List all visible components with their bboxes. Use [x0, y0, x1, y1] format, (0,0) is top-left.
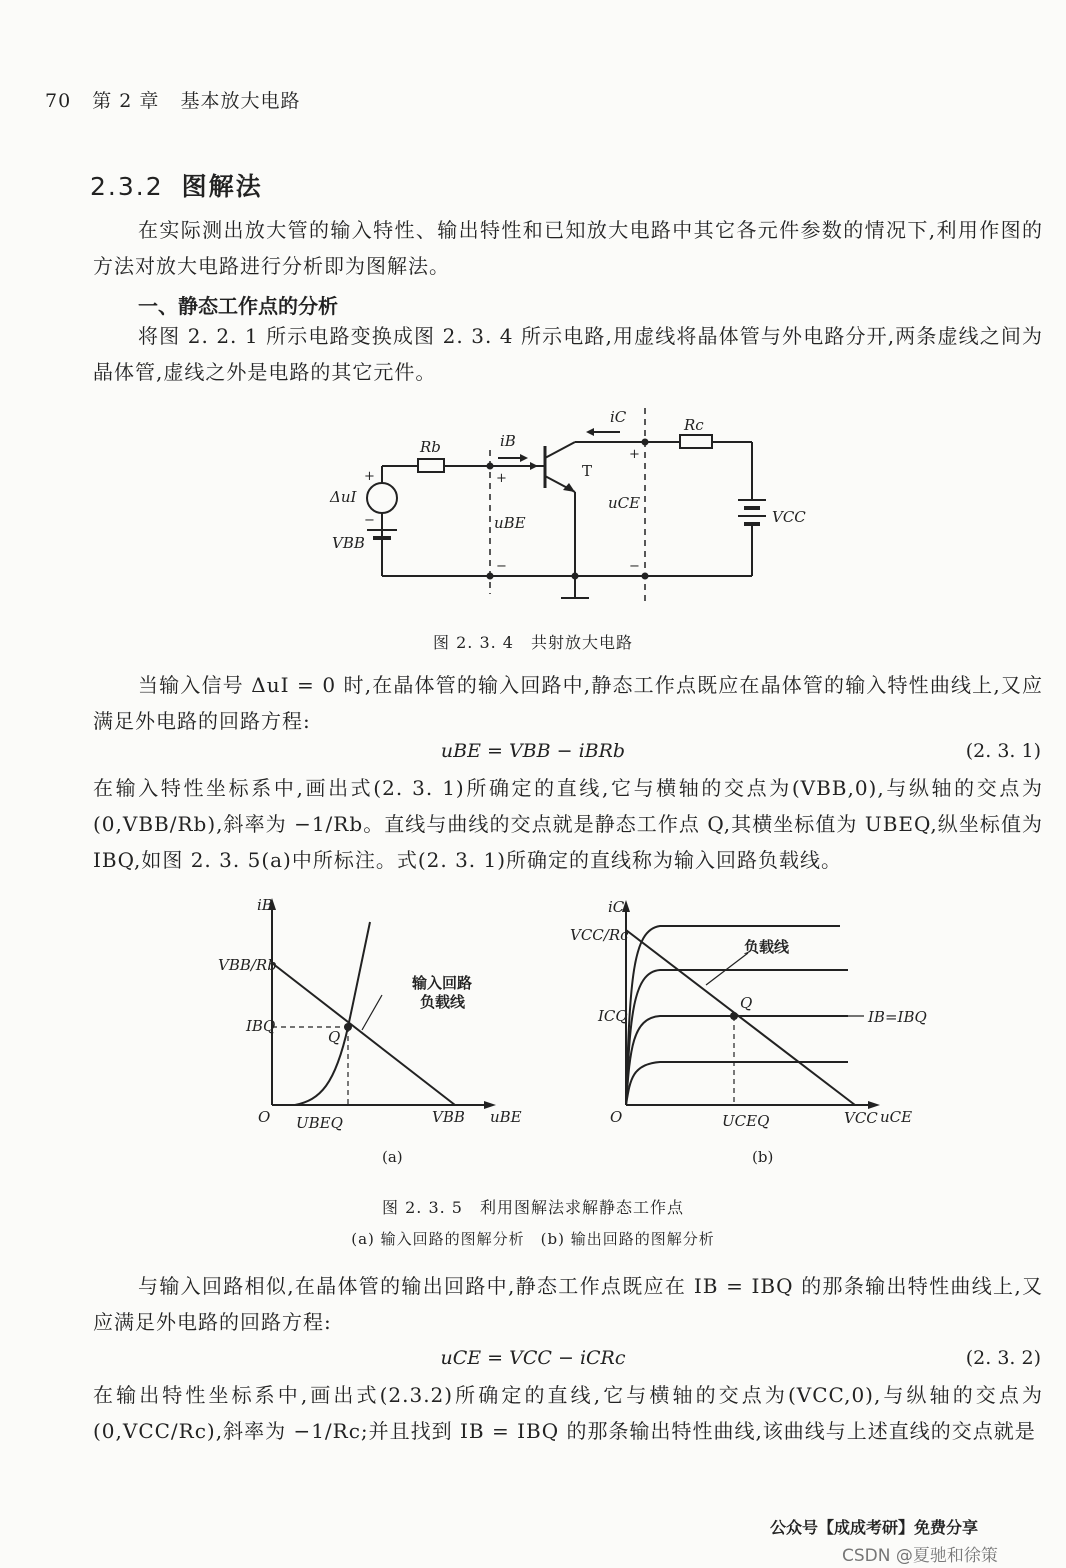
paragraph-2: 将图 2. 2. 1 所示电路变换成图 2. 3. 4 所示电路,用虚线将晶体管与外电路分开,两条虚线之间为晶体管,虚线之外是电路的其它元件。	[93, 324, 1043, 384]
footer-watermark: CSDN @夏驰和徐策	[842, 1546, 998, 1566]
plus-source: +	[364, 469, 375, 484]
graphs-figure	[200, 890, 940, 1180]
footer-note: 公众号【成成考研】免费分享	[770, 1518, 979, 1537]
equation-2-number: (2. 3. 2)	[965, 1347, 1041, 1369]
paragraph-1: 在实际测出放大管的输入特性、输出特性和已知放大电路中其它各元件参数的情况下,利用作图的方法对放大电路进行分析即为图解法。	[93, 218, 1043, 278]
label-vbb: VBB	[332, 534, 365, 552]
a-origin: O	[258, 1108, 271, 1126]
b-curve-label: IB=IBQ	[868, 1008, 927, 1026]
label-ib: iB	[500, 432, 516, 450]
subheading: 一、静态工作点的分析	[138, 294, 338, 318]
a-y-axis: iB	[257, 896, 273, 914]
minus-uce: −	[629, 559, 640, 574]
a-x-intercept: VBB	[432, 1108, 465, 1126]
label-vcc: VCC	[772, 508, 806, 526]
minus-source: −	[364, 513, 375, 528]
b-x-intercept: VCC	[844, 1109, 878, 1127]
b-q: Q	[740, 994, 753, 1012]
label-ube: uBE	[494, 514, 526, 532]
fig234-caption: 图 2. 3. 4 共射放大电路	[433, 633, 633, 652]
chapter-label: 第 2 章	[92, 90, 160, 112]
equation-1: uBE = VBB − iBRb	[440, 740, 626, 762]
a-sub: (a)	[382, 1148, 403, 1166]
equation-2: uCE = VCC − iCRc	[440, 1347, 626, 1369]
section-number: 2.3.2	[90, 172, 164, 201]
running-header	[45, 86, 314, 113]
minus-ube: −	[496, 559, 507, 574]
a-x-axis: uBE	[490, 1108, 522, 1126]
fig235-caption: 图 2. 3. 5 利用图解法求解静态工作点	[382, 1198, 684, 1217]
paragraph-3: 当输入信号 ΔuI = 0 时,在晶体管的输入回路中,静态工作点既应在晶体管的输入特性曲线上,又应满足外电路的回路方程:	[93, 673, 1043, 733]
paragraph-4: 在输入特性坐标系中,画出式(2. 3. 1)所确定的直线,它与横轴的交点为(VBB,0),与纵轴的交点为(0,VBB/Rb),斜率为 −1/Rb。直线与曲线的交点就是静态工作点 Q,其横坐标值为 UBEQ,纵坐标值为 IBQ,如图 2. 3. 5(a)中所标注。式(2. 3. 1)所确定的直线称为输入回路负载线。	[93, 776, 1043, 872]
label-rb: Rb	[420, 438, 441, 456]
section-heading	[90, 167, 263, 203]
fig235-subcaption: (a) 输入回路的图解分析 (b) 输出回路的图解分析	[351, 1230, 715, 1248]
a-ubeq: UBEQ	[296, 1114, 343, 1132]
equation-1-number: (2. 3. 1)	[965, 740, 1041, 762]
b-sub: (b)	[752, 1148, 774, 1166]
plus-uce: +	[629, 447, 640, 462]
b-load-line: 负载线	[744, 938, 790, 956]
label-rc: Rc	[684, 416, 704, 434]
b-y-intercept: VCC/Rc	[570, 926, 629, 944]
circuit-diagram	[320, 400, 806, 615]
plus-ube: +	[496, 471, 507, 486]
chapter-title: 基本放大电路	[180, 90, 301, 112]
paragraph-6: 在输出特性坐标系中,画出式(2.3.2)所确定的直线,它与横轴的交点为(VCC,0),与纵轴的交点为(0,VCC/Rc),斜率为 −1/Rc;并且找到 IB = IBQ 的那条输出特性曲线,该曲线与上述直线的交点就是	[93, 1383, 1043, 1443]
a-load-line-1: 输入回路	[412, 974, 473, 992]
b-y-axis: iC	[608, 898, 625, 916]
page-number: 70	[45, 90, 72, 112]
paragraph-5: 与输入回路相似,在晶体管的输出回路中,静态工作点既应在 IB = IBQ 的那条输出特性曲线上,又应满足外电路的回路方程:	[93, 1274, 1043, 1334]
section-title: 图解法	[181, 172, 263, 201]
label-du: ΔuI	[330, 488, 357, 506]
a-load-line-2: 负载线	[420, 993, 466, 1011]
a-q: Q	[328, 1028, 341, 1046]
b-uceq: UCEQ	[722, 1112, 770, 1130]
label-uce: uCE	[608, 494, 641, 512]
a-y-intercept: VBB/Rb	[218, 956, 277, 974]
b-x-axis: uCE	[880, 1108, 913, 1126]
label-t: T	[582, 462, 593, 480]
label-ic: iC	[610, 408, 627, 426]
b-origin: O	[610, 1108, 623, 1126]
a-ibq: IBQ	[246, 1017, 276, 1035]
b-icq: ICQ	[598, 1007, 628, 1025]
